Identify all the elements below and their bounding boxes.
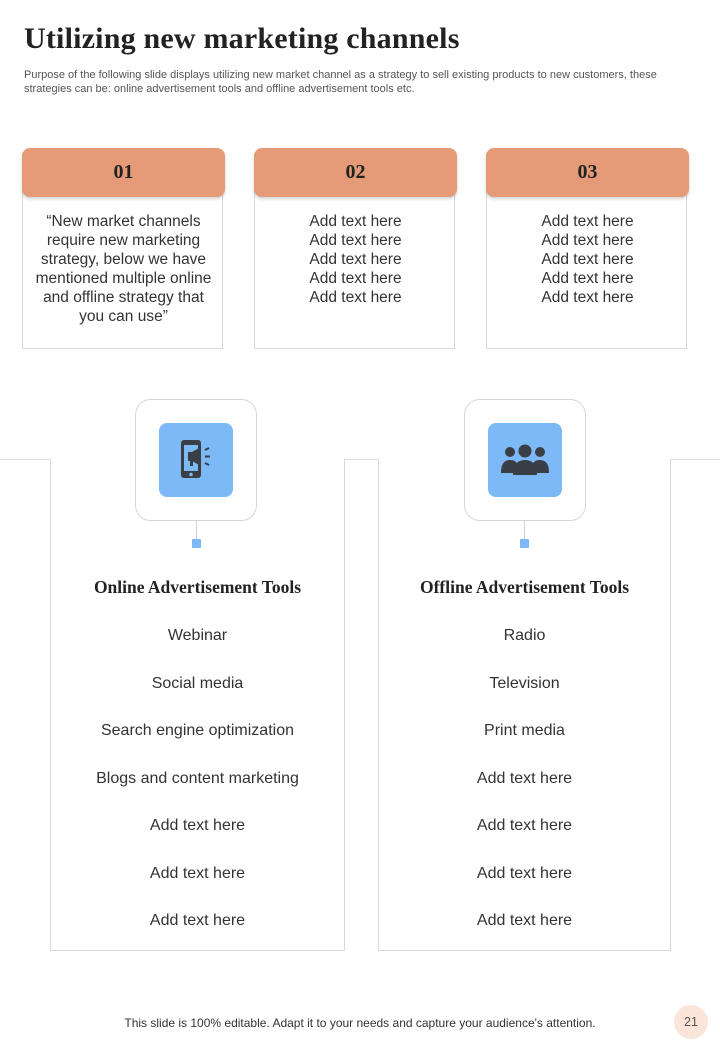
footer-note: This slide is 100% editable. Adapt it to your needs and capture your audience's attention. (124, 1016, 596, 1030)
list-item: Search engine optimization (100, 722, 294, 739)
list-item: Television (489, 674, 560, 692)
list-item: Radio (503, 627, 546, 644)
list-item: Social media (151, 674, 244, 692)
list-item: Add text here (476, 769, 573, 787)
page-title: Utilizing new marketing channels (24, 22, 460, 55)
card-text-line: Add text here (309, 232, 402, 249)
card-text (494, 212, 681, 307)
card-text-line: strategy, below we have (40, 251, 207, 268)
online-icon-tile (135, 399, 257, 521)
online-tools-title: Online Advertisement Tools (93, 577, 302, 597)
card-text (30, 212, 217, 326)
connector-line (196, 521, 197, 539)
people-group-icon (488, 423, 562, 497)
list-item: Add text here (149, 864, 246, 882)
list-item: Add text here (476, 817, 573, 834)
card-text-line: Add text here (309, 251, 402, 268)
list-item: Blogs and content marketing (96, 769, 299, 787)
list-item: Add text here (476, 912, 573, 929)
online-tools-list (51, 625, 344, 958)
card-01 (22, 148, 225, 349)
card-text-line: Add text here (541, 232, 634, 249)
connector-dot (192, 539, 201, 548)
card-text-line: Add text here (541, 270, 634, 287)
list-item: Add text here (149, 817, 246, 834)
card-text-line: require new marketing (46, 232, 201, 249)
connector-line (524, 521, 525, 539)
card-text-line: Add text here (541, 251, 634, 268)
card-text-line: Add text here (541, 213, 634, 230)
offline-icon-tile (464, 399, 586, 521)
connector-dot (520, 539, 529, 548)
card-03 (486, 148, 689, 349)
card-text-line: Add text here (309, 289, 402, 306)
card-number: 01 (22, 148, 225, 197)
card-number: 03 (486, 148, 689, 197)
mobile-megaphone-icon (159, 423, 233, 497)
card-text-line: “New market channels (46, 213, 201, 230)
card-text-line: you can use” (79, 308, 168, 325)
card-text-line: mentioned multiple online (35, 270, 212, 287)
list-item: Webinar (167, 627, 228, 644)
card-text-line: and offline strategy that (43, 289, 204, 306)
list-item: Print media (484, 722, 565, 739)
card-number: 02 (254, 148, 457, 197)
list-item: Add text here (149, 912, 246, 929)
card-text (262, 212, 449, 307)
page-subtitle: Purpose of the following slide displays utilizing new market channel as a strategy to sell existing products to new customers, these strategies can be: online advertisement tools and offline advertisement tools etc. (24, 69, 657, 95)
page-number-badge: 21 (674, 1005, 708, 1039)
card-text-line: Add text here (541, 289, 634, 306)
offline-tools-list (378, 625, 671, 958)
list-item: Add text here (476, 864, 573, 882)
card-02 (254, 148, 457, 349)
card-text-line: Add text here (309, 213, 402, 230)
card-text-line: Add text here (309, 270, 402, 287)
offline-tools-title: Offline Advertisement Tools (419, 577, 630, 597)
